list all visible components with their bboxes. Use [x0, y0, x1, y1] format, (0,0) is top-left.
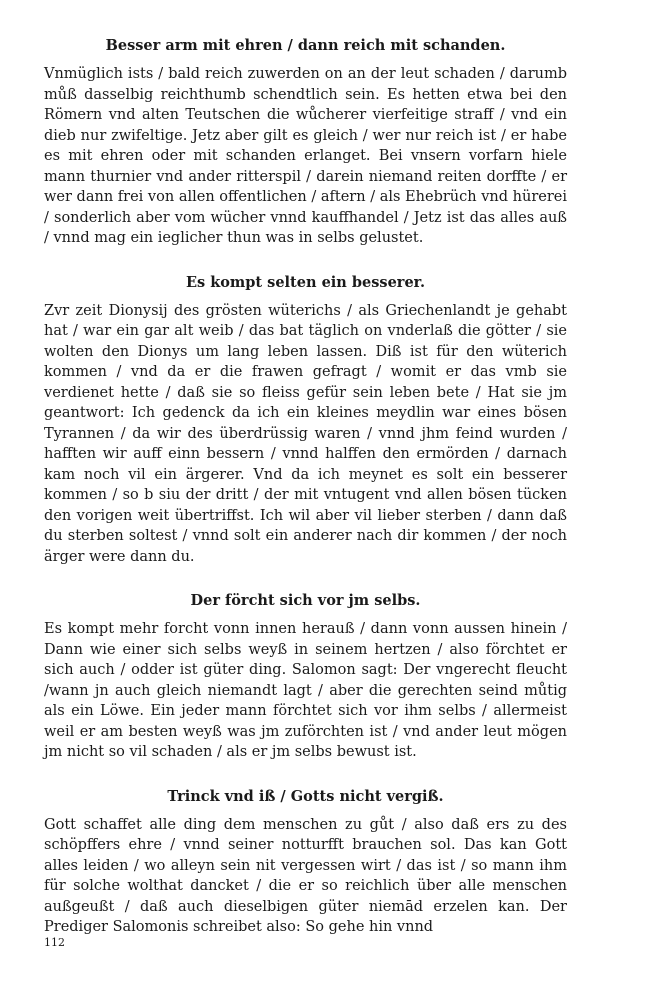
section-3 [44, 591, 567, 763]
section-body: Es kompt mehr forcht vonn innen herauß / dann vonn aussen hinein / Dann wie einer sich selbs weyß in seinem hertzen / also förchtet er sich auch / odder ist güter ding. Salomon sagt: Der vngerecht fleucht /wann jn auch gleich niemandt lagt / aber die gerechten seind můtig als ein Löwe. Ein jeder mann förchtet sich vor ihm selbs / allermeist weil er am besten weyß was jm zuförchten ist / vnd ander leut mögen jm nicht so vil schaden / als er jm selbs bewust ist. [44, 621, 567, 760]
section-heading: Besser arm mit ehren / dann reich mit schanden. [105, 37, 506, 54]
section-2 [44, 273, 567, 568]
section-heading: Es kompt selten ein besserer. [185, 273, 426, 291]
section-1 [44, 36, 567, 249]
section-heading: Der förcht sich vor jm selbs. [190, 592, 421, 609]
page-number: 112 [44, 936, 65, 949]
page-content [44, 36, 567, 962]
section-4 [44, 787, 567, 938]
section-body: Vnmüglich ists / bald reich zuwerden on an der leut schaden / darumb můß dasselbig reichthumb schendtlich sein. Es hetten etwa bei den Römern vnd alten Teutschen die wůcherer vierfeitige straff / vnd ein dieb nur zwifeltige. Jetz aber gilt es gleich / wer nur reich ist / er habe es mit ehren oder mit schanden erlanget. Bei vnsern vorfarn hiele mann thurnier vnd ander ritterspil / darein niemand reiten dorffte / er wer dann frei von allen offentlichen / aftern / als Ehebrüch vnd hürerei / sonderlich aber vom wücher vnnd kauffhandel / Jetz ist das alles auß / vnnd mag ein ieglicher thun was in selbs gelustet. [44, 66, 567, 246]
section-body: Zvr zeit Dionysij des grösten wüterichs / als Griechenlandt je gehabt hat / war ein gar alt weib / das bat täglich on vnderlaß die götter / sie wolten den Dionys um lang leben lassen. Diß ist für den wüterich kommen / vnd da er die frawen gefragt / womit er das vmb sie verdienet hette / daß sie so fleiss gefür sein leben bete / Hat sie jm geantwort: Ich gedenck da ich ein kleines meydlin war eines bösen Tyrannen / da wir des überdrüssig waren / vnnd jhm feind wurden / hafften wir auff einn bessern / vnnd halffen den ermörden / darnach kam noch vil ein ärgerer. Vnd da ich meynet es solt ein besserer kommen / so b siu der dritt / der mit vntugent vnd allen bösen tücken den vorigen weit übertriffst. Ich wil aber vil lieber sterben / dann daß du sterben soltest / vnnd solt ein anderer nach dir kommen / der noch ärger were dann du. [44, 302, 567, 565]
section-body: Gott schaffet alle ding dem menschen zu gůt / also daß ers zu des schöpffers ehre / vnnd seiner notturfft brauchen sol. Das kan Gott alles leiden / wo alleyn sein nit vergessen wirt / das ist / so mann ihm für solche wolthat dancket / die er so reichlich über alle menschen außgeußt / daß auch dieselbigen güter niemād erzelen kan. Der Prediger Salomonis schreibet also: So gehe hin vnnd [44, 816, 567, 935]
section-heading: Trinck vnd iß / Gotts nicht vergiß. [167, 787, 444, 805]
